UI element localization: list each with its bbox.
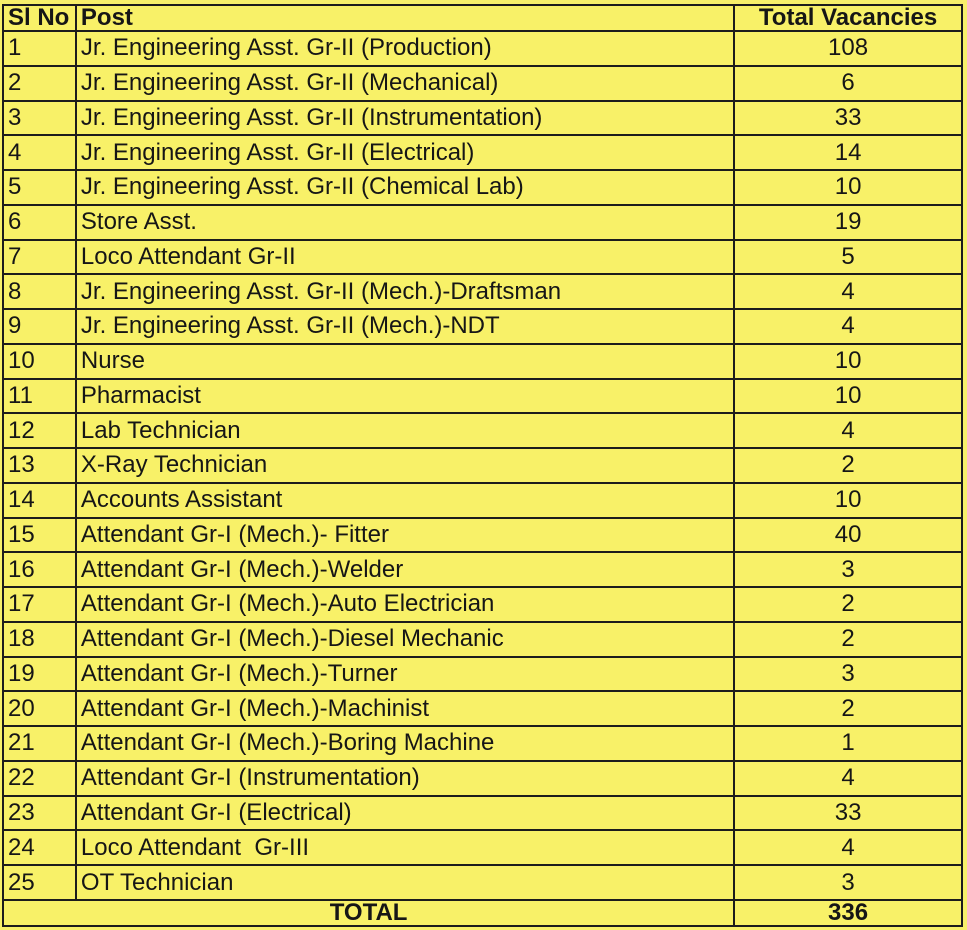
cell-sl-no: 22 (3, 761, 76, 796)
cell-post: Loco Attendant Gr-II (76, 240, 734, 275)
table-row (3, 66, 962, 101)
cell-post: Jr. Engineering Asst. Gr-II (Mech.)-Draftsman (76, 274, 734, 309)
cell-post: Attendant Gr-I (Mech.)-Auto Electrician (76, 587, 734, 622)
cell-sl-no: 9 (3, 309, 76, 344)
cell-sl-no: 16 (3, 552, 76, 587)
table-row (3, 726, 962, 761)
table-row (3, 865, 962, 900)
cell-post: X-Ray Technician (76, 448, 734, 483)
table-row (3, 552, 962, 587)
table-row (3, 483, 962, 518)
total-value: 336 (734, 900, 962, 926)
table-row (3, 205, 962, 240)
table-row (3, 135, 962, 170)
table-row (3, 518, 962, 553)
cell-sl-no: 13 (3, 448, 76, 483)
cell-post: Attendant Gr-I (Mech.)-Boring Machine (76, 726, 734, 761)
cell-total-vacancies: 4 (734, 413, 962, 448)
cell-sl-no: 7 (3, 240, 76, 275)
table-row (3, 796, 962, 831)
cell-total-vacancies: 1 (734, 726, 962, 761)
cell-sl-no: 21 (3, 726, 76, 761)
cell-post: Attendant Gr-I (Electrical) (76, 796, 734, 831)
table-header (3, 5, 962, 31)
cell-sl-no: 6 (3, 205, 76, 240)
cell-sl-no: 24 (3, 830, 76, 865)
table-row (3, 379, 962, 414)
cell-sl-no: 1 (3, 31, 76, 66)
cell-total-vacancies: 3 (734, 552, 962, 587)
cell-sl-no: 17 (3, 587, 76, 622)
cell-total-vacancies: 108 (734, 31, 962, 66)
cell-total-vacancies: 10 (734, 344, 962, 379)
cell-sl-no: 12 (3, 413, 76, 448)
cell-total-vacancies: 4 (734, 274, 962, 309)
cell-post: Jr. Engineering Asst. Gr-II (Electrical) (76, 135, 734, 170)
cell-post: Jr. Engineering Asst. Gr-II (Chemical Lab) (76, 170, 734, 205)
table-row (3, 448, 962, 483)
table-row (3, 830, 962, 865)
cell-post: Attendant Gr-I (Mech.)-Diesel Mechanic (76, 622, 734, 657)
cell-total-vacancies: 5 (734, 240, 962, 275)
cell-total-vacancies: 4 (734, 830, 962, 865)
header-sl-no: Sl No (3, 5, 76, 31)
table-row (3, 413, 962, 448)
cell-total-vacancies: 3 (734, 657, 962, 692)
cell-sl-no: 5 (3, 170, 76, 205)
table-row (3, 587, 962, 622)
cell-sl-no: 23 (3, 796, 76, 831)
cell-total-vacancies: 10 (734, 170, 962, 205)
cell-total-vacancies: 3 (734, 865, 962, 900)
cell-sl-no: 10 (3, 344, 76, 379)
cell-total-vacancies: 6 (734, 66, 962, 101)
cell-sl-no: 18 (3, 622, 76, 657)
cell-total-vacancies: 2 (734, 622, 962, 657)
cell-sl-no: 19 (3, 657, 76, 692)
cell-sl-no: 8 (3, 274, 76, 309)
table-row (3, 344, 962, 379)
header-total-vacancies: Total Vacancies (734, 5, 962, 31)
cell-total-vacancies: 19 (734, 205, 962, 240)
cell-post: Accounts Assistant (76, 483, 734, 518)
cell-total-vacancies: 10 (734, 483, 962, 518)
cell-post: Nurse (76, 344, 734, 379)
cell-post: Jr. Engineering Asst. Gr-II (Production) (76, 31, 734, 66)
table-row (3, 170, 962, 205)
cell-post: Attendant Gr-I (Mech.)-Welder (76, 552, 734, 587)
cell-total-vacancies: 4 (734, 761, 962, 796)
table-row (3, 761, 962, 796)
cell-sl-no: 4 (3, 135, 76, 170)
cell-sl-no: 15 (3, 518, 76, 553)
cell-post: Jr. Engineering Asst. Gr-II (Mechanical) (76, 66, 734, 101)
cell-post: Lab Technician (76, 413, 734, 448)
cell-post: OT Technician (76, 865, 734, 900)
cell-post: Jr. Engineering Asst. Gr-II (Instrumentation) (76, 101, 734, 136)
table-row (3, 101, 962, 136)
cell-post: Attendant Gr-I (Mech.)- Fitter (76, 518, 734, 553)
table-row (3, 31, 962, 66)
cell-sl-no: 25 (3, 865, 76, 900)
cell-total-vacancies: 4 (734, 309, 962, 344)
table-row (3, 691, 962, 726)
cell-sl-no: 11 (3, 379, 76, 414)
cell-total-vacancies: 10 (734, 379, 962, 414)
cell-total-vacancies: 2 (734, 448, 962, 483)
cell-post: Attendant Gr-I (Mech.)-Turner (76, 657, 734, 692)
cell-post: Store Asst. (76, 205, 734, 240)
cell-total-vacancies: 33 (734, 101, 962, 136)
cell-post: Pharmacist (76, 379, 734, 414)
table-row (3, 622, 962, 657)
cell-total-vacancies: 33 (734, 796, 962, 831)
table-body (3, 31, 962, 900)
cell-total-vacancies: 40 (734, 518, 962, 553)
table-footer (3, 900, 962, 926)
header-row (3, 5, 962, 31)
cell-total-vacancies: 2 (734, 587, 962, 622)
cell-post: Attendant Gr-I (Instrumentation) (76, 761, 734, 796)
total-label: TOTAL (3, 900, 734, 926)
total-row (3, 900, 962, 926)
cell-sl-no: 14 (3, 483, 76, 518)
cell-post: Attendant Gr-I (Mech.)-Machinist (76, 691, 734, 726)
cell-sl-no: 2 (3, 66, 76, 101)
cell-post: Jr. Engineering Asst. Gr-II (Mech.)-NDT (76, 309, 734, 344)
cell-total-vacancies: 14 (734, 135, 962, 170)
table-row (3, 274, 962, 309)
cell-total-vacancies: 2 (734, 691, 962, 726)
cell-sl-no: 20 (3, 691, 76, 726)
cell-post: Loco Attendant Gr-III (76, 830, 734, 865)
header-post: Post (76, 5, 734, 31)
table-row (3, 657, 962, 692)
table-row (3, 309, 962, 344)
table-row (3, 240, 962, 275)
cell-sl-no: 3 (3, 101, 76, 136)
vacancy-table (2, 4, 963, 927)
